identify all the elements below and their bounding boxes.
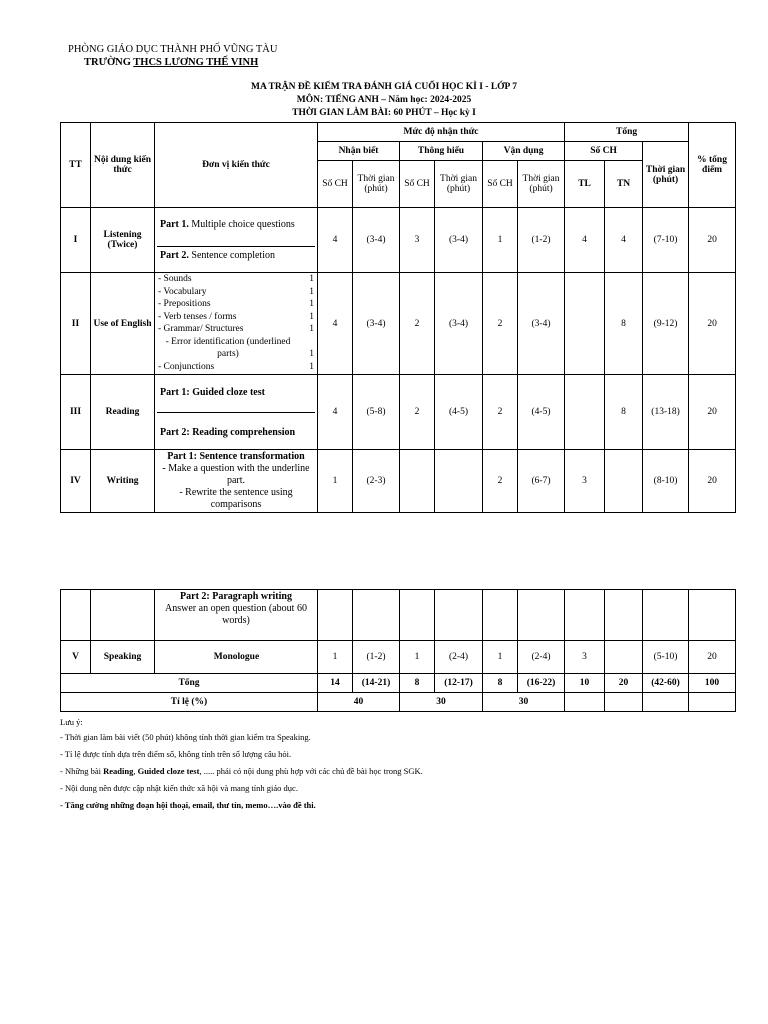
cell-tl xyxy=(565,375,605,450)
unit-item-count: 1 xyxy=(309,349,314,359)
header-percent: % tổng điểm xyxy=(689,123,736,208)
ratio-nb: 40 xyxy=(318,693,400,712)
cell-th-ch: 3 xyxy=(400,208,435,273)
header-understanding: Thông hiểu xyxy=(400,142,483,161)
total-th-ch: 8 xyxy=(400,674,435,693)
header-unit: Đơn vị kiến thức xyxy=(155,123,318,208)
cell-nb-time: (3-4) xyxy=(353,208,400,273)
note-3-text: - Những bài xyxy=(60,766,104,776)
cell-vd-time: (2-4) xyxy=(518,641,565,674)
unit-item xyxy=(158,361,314,374)
ratio-th: 30 xyxy=(400,693,483,712)
unit-item-label: - Conjunctions xyxy=(158,361,215,372)
cell-empty xyxy=(400,590,435,641)
cell-nb-time: (5-8) xyxy=(353,375,400,450)
header-th-ch: Số CH xyxy=(400,161,435,208)
cell-vd-ch: 1 xyxy=(483,208,518,273)
header-tl: TL xyxy=(565,161,605,208)
cell-th-time: (2-4) xyxy=(435,641,483,674)
ratio-vd: 30 xyxy=(483,693,565,712)
cell-vd-ch: 2 xyxy=(483,450,518,513)
document-title: MA TRẬN ĐỀ KIỂM TRA ĐÁNH GIÁ CUỐI HỌC KÌ I - LỚP 7 xyxy=(251,82,517,92)
school-name xyxy=(84,57,258,68)
cell-vd-time: (6-7) xyxy=(518,450,565,513)
row-writing xyxy=(61,450,736,513)
row-content-empty xyxy=(91,590,155,641)
cell-pct: 20 xyxy=(689,641,736,674)
cell-empty xyxy=(518,590,565,641)
total-vd-ch: 8 xyxy=(483,674,518,693)
cell-vd-time: (1-2) xyxy=(518,208,565,273)
row-unit xyxy=(155,273,318,375)
header-content: Nội dung kiến thức xyxy=(91,123,155,208)
row-writing-part-2 xyxy=(61,590,736,641)
school-prefix: TRƯỜNG xyxy=(84,57,134,68)
total-nb-ch: 14 xyxy=(318,674,353,693)
cell-vd-time: (4-5) xyxy=(518,375,565,450)
note-3 xyxy=(60,763,720,780)
total-time: (42-60) xyxy=(643,674,689,693)
cell-time: (8-10) xyxy=(643,450,689,513)
note-1: - Thời gian làm bài viết (50 phút) không tính thời gian kiểm tra Speaking. xyxy=(60,732,311,742)
header-recognition: Nhận biết xyxy=(318,142,400,161)
note-3-reading: Reading xyxy=(103,766,134,776)
header-application: Vận dụng xyxy=(483,142,565,161)
row-unit xyxy=(155,590,318,641)
writing-part-2-desc: Answer an open question (about 60 words) xyxy=(165,603,307,626)
unit-item-count: 1 xyxy=(309,286,314,297)
item-dash: - xyxy=(162,463,166,474)
row-tt-empty xyxy=(61,590,91,641)
writing-item-2: - Rewrite the sentence using comparisons xyxy=(179,487,293,510)
department-name: PHÒNG GIÁO DỤC THÀNH PHỐ VŨNG TÀU xyxy=(68,44,278,55)
part-label: Part 1: Guided cloze test xyxy=(160,386,265,398)
cell-tn: 4 xyxy=(605,208,643,273)
unit-item-count: 1 xyxy=(309,274,314,284)
writing-item-1 xyxy=(158,463,314,487)
total-nb-time: (14-21) xyxy=(353,674,400,693)
cell-vd-ch: 2 xyxy=(483,273,518,375)
cell-nb-time: (1-2) xyxy=(353,641,400,674)
header-nb-ch: Số CH xyxy=(318,161,353,208)
item-text: Make a question with the underline part. xyxy=(165,463,310,486)
cell-nb-ch: 4 xyxy=(318,375,353,450)
cell-empty xyxy=(353,590,400,641)
cell-th-time: (3-4) xyxy=(435,208,483,273)
cell-tn xyxy=(605,450,643,513)
cell-tn: 8 xyxy=(605,273,643,375)
row-speaking xyxy=(61,641,736,674)
cell-th-ch: 2 xyxy=(400,375,435,450)
row-listening xyxy=(61,208,736,273)
cell-nb-time: (2-3) xyxy=(353,450,400,513)
cell-th-time: (3-4) xyxy=(435,273,483,375)
notes-section xyxy=(60,715,720,814)
row-total xyxy=(61,674,736,693)
cell-tl: 4 xyxy=(565,208,605,273)
cell-nb-ch: 4 xyxy=(318,208,353,273)
notes-title: Lưu ý: xyxy=(60,717,83,727)
row-unit xyxy=(155,375,318,450)
row-content: Use of English xyxy=(91,273,155,375)
cell-time: (7-10) xyxy=(643,208,689,273)
cell-th-ch: 1 xyxy=(400,641,435,674)
row-reading xyxy=(61,375,736,450)
unit-item xyxy=(158,298,314,311)
cell-vd-time: (3-4) xyxy=(518,273,565,375)
note-3-cloze: Guided cloze test xyxy=(137,766,200,776)
note-2: - Tỉ lệ được tính dựa trên điểm số, không tính trên số lượng câu hỏi. xyxy=(60,749,292,759)
header-vd-time: Thời gian (phút) xyxy=(518,161,565,208)
cell-time: (9-12) xyxy=(643,273,689,375)
row-tt: II xyxy=(61,273,91,375)
cell-nb-time: (3-4) xyxy=(353,273,400,375)
unit-item-label: - Sounds xyxy=(158,274,192,284)
row-content: Listening (Twice) xyxy=(91,208,155,273)
unit-item xyxy=(158,273,314,286)
unit-item xyxy=(158,336,314,361)
row-tt: III xyxy=(61,375,91,450)
cell-time: (13-18) xyxy=(643,375,689,450)
cell-vd-ch: 2 xyxy=(483,375,518,450)
cell-empty xyxy=(689,693,736,712)
cell-pct: 20 xyxy=(689,375,736,450)
total-th-time: (12-17) xyxy=(435,674,483,693)
part-text: Multiple choice questions xyxy=(188,218,295,230)
total-pct: 100 xyxy=(689,674,736,693)
cell-empty xyxy=(643,590,689,641)
row-tt: IV xyxy=(61,450,91,513)
unit-item-label: - Error identification (underlined parts) xyxy=(165,336,291,359)
cell-empty xyxy=(643,693,689,712)
total-vd-time: (16-22) xyxy=(518,674,565,693)
row-content: Writing xyxy=(91,450,155,513)
unit-item-label: - Grammar/ Structures xyxy=(158,324,244,334)
note-5: - Tăng cường những đoạn hội thoại, email, thư tín, memo….vào đề thi. xyxy=(60,800,316,810)
cell-th-ch: 2 xyxy=(400,273,435,375)
cell-empty xyxy=(565,693,605,712)
total-tl: 10 xyxy=(565,674,605,693)
row-unit xyxy=(155,208,318,273)
header-tt: TT xyxy=(61,123,91,208)
cell-tl: 3 xyxy=(565,641,605,674)
writing-part-1-label: Part 1: Sentence transformation xyxy=(167,451,305,462)
cell-empty xyxy=(565,590,605,641)
cell-pct: 20 xyxy=(689,273,736,375)
header-row-1 xyxy=(61,123,736,142)
cell-empty xyxy=(605,693,643,712)
reading-part-1 xyxy=(157,383,315,413)
note-3-text: , xyxy=(133,766,138,776)
cell-th-time xyxy=(435,450,483,513)
header-th-time: Thời gian (phút) xyxy=(435,161,483,208)
header-level: Mức độ nhận thức xyxy=(318,123,565,142)
cell-empty xyxy=(689,590,736,641)
cell-tn xyxy=(605,641,643,674)
unit-item xyxy=(158,311,314,324)
listening-part-2 xyxy=(157,247,315,265)
writing-part-2-label: Part 2: Paragraph writing xyxy=(180,591,292,602)
unit-item-label: - Prepositions xyxy=(158,299,211,309)
row-tt: I xyxy=(61,208,91,273)
part-label: Part 2. xyxy=(160,249,189,261)
listening-part-1 xyxy=(157,216,315,247)
row-tt: V xyxy=(61,641,91,674)
cell-empty xyxy=(435,590,483,641)
total-label: Tổng xyxy=(61,674,318,693)
total-tn: 20 xyxy=(605,674,643,693)
cell-tn: 8 xyxy=(605,375,643,450)
unit-item xyxy=(158,286,314,299)
row-ratio xyxy=(61,693,736,712)
header-total-time: Thời gian (phút) xyxy=(643,142,689,208)
unit-item-label: - Vocabulary xyxy=(158,286,207,297)
reading-part-2 xyxy=(157,413,315,442)
unit-item xyxy=(158,323,314,336)
row-unit xyxy=(155,450,318,513)
cell-nb-ch: 4 xyxy=(318,273,353,375)
cell-th-ch xyxy=(400,450,435,513)
unit-item-count: 1 xyxy=(309,361,314,372)
school-name-underlined: THCS LƯƠNG THẾ VINH xyxy=(133,57,259,68)
unit-item-count: 1 xyxy=(309,311,314,322)
ratio-label: Tỉ lệ (%) xyxy=(61,693,318,712)
cell-vd-ch: 1 xyxy=(483,641,518,674)
cell-nb-ch: 1 xyxy=(318,641,353,674)
cell-empty xyxy=(605,590,643,641)
subject-line: MÔN: TIẾNG ANH – Năm học: 2024-2025 xyxy=(296,95,472,105)
cell-tl: 3 xyxy=(565,450,605,513)
cell-tl xyxy=(565,273,605,375)
row-use-of-english xyxy=(61,273,736,375)
header-total: Tổng xyxy=(565,123,689,142)
matrix-table xyxy=(60,122,736,513)
part-label: Part 1. xyxy=(160,218,189,230)
note-4: - Nội dung nên được cập nhật kiến thức xã hội và mang tính giáo dục. xyxy=(60,783,298,793)
cell-empty xyxy=(483,590,518,641)
header-vd-ch: Số CH xyxy=(483,161,518,208)
header-nb-time: Thời gian (phút) xyxy=(353,161,400,208)
unit-item-count: 1 xyxy=(309,324,314,334)
cell-time: (5-10) xyxy=(643,641,689,674)
row-content: Speaking xyxy=(91,641,155,674)
matrix-table-continued xyxy=(60,589,736,712)
row-unit: Monologue xyxy=(155,641,318,674)
cell-empty xyxy=(318,590,353,641)
time-line: THỜI GIAN LÀM BÀI: 60 PHÚT – Học kỳ I xyxy=(292,108,476,118)
header-num-q: Số CH xyxy=(565,142,643,161)
part-text: Sentence completion xyxy=(188,249,275,261)
cell-th-time: (4-5) xyxy=(435,375,483,450)
part-label: Part 2: Reading comprehension xyxy=(160,426,296,438)
unit-item-count: 1 xyxy=(309,299,314,309)
cell-nb-ch: 1 xyxy=(318,450,353,513)
unit-item-label: - Verb tenses / forms xyxy=(158,311,237,322)
cell-pct: 20 xyxy=(689,208,736,273)
cell-pct: 20 xyxy=(689,450,736,513)
note-3-text: , ..... phải có nội dung phù hợp với các chủ đề bài học trong SGK. xyxy=(199,766,423,776)
header-tn: TN xyxy=(605,161,643,208)
row-content: Reading xyxy=(91,375,155,450)
